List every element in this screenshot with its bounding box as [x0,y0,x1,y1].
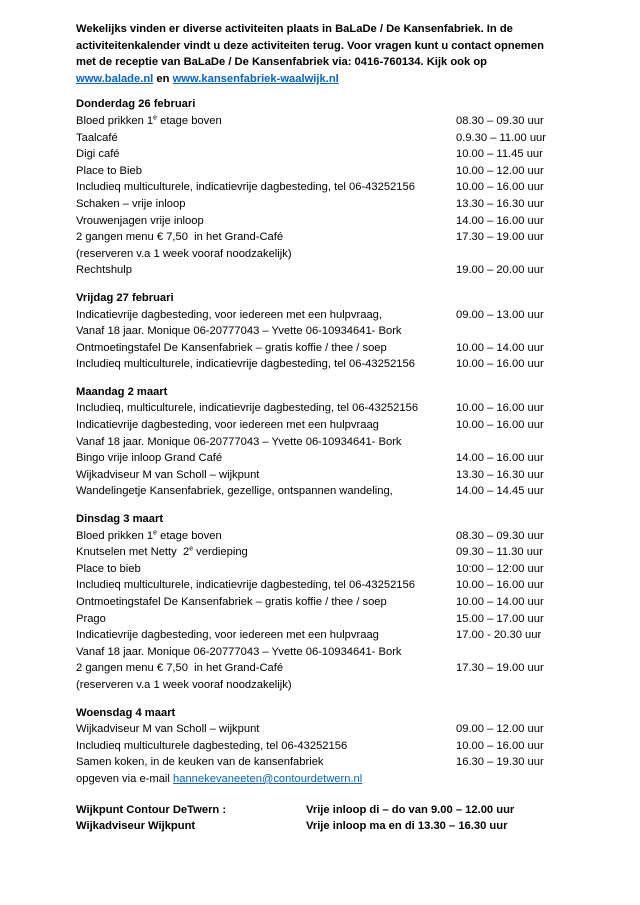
activity-label: (reserveren v.a 1 week vooraf noodzakelijk) [76,247,292,260]
activity-label: Taalcafé [76,131,118,144]
activity-row [76,356,576,373]
day-block [76,384,576,500]
activity-label: (reserveren v.a 1 week vooraf noodzakelijk) [76,678,292,691]
activity-label-text: Bloed prikken 1 [76,114,154,127]
activity-label: Includieq multiculturele dagbesteding, tel 06-43252156 [76,739,348,752]
day-title: Vrijdag 27 februari [76,291,174,304]
activity-label: Place to bieb [76,562,141,575]
activity-label: Samen koken, in de keuken van de kansenfabriek [76,756,324,769]
document-content [76,21,576,835]
activity-row [76,544,576,561]
balade-website-link[interactable]: www.balade.nl [76,72,154,85]
activity-label: Prago [76,612,106,625]
footer-row [76,802,576,819]
day-block [76,705,576,788]
activity-label-text-post: etage boven [156,529,222,542]
intro-text-before: Wekelijks vinden er diverse activiteiten plaats in BaLaDe / De Kansenfabriek. In de activiteitenkalender vindt u deze activiteiten terug. Voor vragen kunt u contact opnemen met de receptie van BaLaDe / De Kansenfabriek via: 0416-760134. Kijk ook op [76,23,544,69]
activity-time: 10:00 – 12:00 uur [456,562,544,575]
activity-label: Wijkadviseur M van Scholl – wijkpunt [76,468,260,481]
activity-time: 09.00 – 12.00 uur [456,723,544,736]
day-block [76,96,576,279]
activity-label: Wijkadviseur M van Scholl – wijkpunt [76,723,260,736]
activity-time: 08.30 – 09.30 uur [456,114,544,127]
footer-hours: Vrije inloop di – do van 9.00 – 12.00 uur [306,803,515,816]
activity-label: Vanaf 18 jaar. Monique 06-20777043 – Yvette 06-10934641- Bork [76,435,402,448]
footer-label: Wijkadviseur Wijkpunt [76,820,196,833]
activity-row [76,146,576,163]
activity-label [76,771,576,788]
activity-time: 0.9.30 – 11.00 uur [456,131,546,144]
activity-label: Includieq multiculturele, indicatievrije dagbesteding, tel 06-43252156 [76,579,415,592]
activity-time: 10.00 – 11.45 uur [456,148,543,161]
activity-label: Indicatievrije dagbesteding, voor iedereen met een hulpvraag, [76,308,382,321]
activity-row [76,163,576,180]
activity-time: 14.00 – 16.00 uur [456,452,544,465]
day-block [76,511,576,694]
activity-time: 19.00 – 20.00 uur [456,264,544,277]
activity-row [76,561,576,578]
activity-row [76,577,576,594]
activity-label: Includieq, multiculturele, indicatievrije dagbesteding, tel 06-43252156 [76,402,419,415]
activity-label-text-post: verdieping [193,546,248,559]
activity-label: Vanaf 18 jaar. Monique 06-20777043 – Yvette 06-10934641- Bork [76,325,402,338]
activity-row [76,213,576,230]
email-link[interactable]: hannekevaneeten@contourdetwern.nl [173,772,363,785]
activity-time: 08.30 – 09.30 uur [456,529,544,542]
activity-time: 16.30 – 19.30 uur [456,756,544,769]
activity-row [76,754,576,771]
day-title: Donderdag 26 februari [76,98,196,111]
activity-row [76,528,576,545]
footer-row [76,818,576,835]
activity-row [76,677,576,694]
intro-text-between: en [153,72,173,85]
activity-row [76,323,576,340]
activity-row [76,246,576,263]
activity-label: Includieq multiculturele, indicatievrije dagbesteding, tel 06-43252156 [76,181,415,194]
activity-label: Place to Bieb [76,164,142,177]
activity-time: 10.00 – 16.00 uur [456,739,544,752]
activity-label: Wandelingetje Kansenfabriek, gezellige, ontspannen wandeling, [76,485,393,498]
activity-label: Includieq multiculturele, indicatievrije dagbesteding, tel 06-43252156 [76,358,415,371]
activity-time: 14.00 – 16.00 uur [456,214,544,227]
activity-time: 09.00 – 13.00 uur [456,308,544,321]
activity-row [76,738,576,755]
activity-row [76,483,576,500]
activity-row [76,113,576,130]
ordinal-superscript: e [153,114,157,122]
day-title: Maandag 2 maart [76,385,168,398]
activity-time: 10.00 – 16.00 uur [456,402,544,415]
activity-label-text-post: etage boven [156,114,222,127]
activity-time: 10.00 – 14.00 uur [456,596,544,608]
activity-row [76,400,576,417]
activity-label: Vrouwenjagen vrije inloop [76,214,204,227]
activity-label-text: Bloed prikken 1 [76,529,154,542]
ordinal-superscript: e [153,528,157,536]
activity-row [76,229,576,246]
activity-row [76,467,576,484]
activity-time: 10.00 – 16.00 uur [456,358,544,371]
activity-row [76,771,576,788]
activity-row [76,627,576,644]
activity-time: 15.00 – 17.00 uur [456,612,544,625]
activity-row [76,644,576,661]
activity-row [76,611,576,628]
day-title: Dinsdag 3 maart [76,513,164,526]
activity-label: Rechtshulp [76,264,132,277]
activity-row [76,307,576,324]
activity-row [76,130,576,147]
activity-row [76,450,576,467]
activity-row [76,434,576,451]
activity-label: Indicatievrije dagbesteding, voor iedereen met een hulpvraag [76,419,379,432]
ordinal-superscript: e [189,545,194,553]
activity-time: 17.00 - 20.30 uur [456,629,542,642]
activity-row [76,262,576,279]
activity-label: Ontmoetingstafel De Kansenfabriek – gratis koffie / thee / soep [76,341,387,354]
activity-time: 10.00 – 16.00 uur [456,419,544,432]
activity-row [76,594,576,611]
footer-label: Wijkpunt Contour DeTwern : [76,803,227,816]
kansenfabriek-website-link[interactable]: www.kansenfabriek-waalwijk.nl [172,72,339,85]
activity-time: 10.00 – 16.00 uur [456,579,544,592]
activity-time: 10.00 – 12.00 uur [456,164,544,177]
day-block [76,290,576,373]
day-title: Woensdag 4 maart [76,706,176,719]
footer-hours: Vrije inloop ma en di 13.30 – 16.30 uur [306,820,508,833]
activity-label: 2 gangen menu € 7,50 in het Grand-Café [76,662,284,675]
intro-paragraph [76,21,546,87]
activity-label: Vanaf 18 jaar. Monique 06-20777043 – Yvette 06-10934641- Bork [76,645,402,658]
activity-label: Indicatievrije dagbesteding, voor iedereen met een hulpvraag [76,629,379,642]
activity-row [76,417,576,434]
activity-time: 09.30 – 11.30 uur [456,546,543,559]
activity-row [76,340,576,357]
activity-row [76,196,576,213]
activity-time: 17.30 – 19.00 uur [456,231,544,244]
activity-label: Digi café [76,148,120,161]
activity-label: Bingo vrije inloop Grand Café [76,452,223,465]
activity-label: Ontmoetingstafel De Kansenfabriek – gratis koffie / thee / soep [76,596,387,608]
day-blocks-container [76,96,576,787]
activity-row [76,179,576,196]
activity-time: 13.30 – 16.30 uur [456,197,544,210]
activity-time: 13.30 – 16.30 uur [456,468,544,481]
activity-label-text: Knutselen met Netty 2 [76,546,190,559]
footer-block [76,802,576,835]
activity-time: 14.00 – 14.45 uur [456,485,544,498]
activity-time: 10.00 – 16.00 uur [456,181,544,194]
activity-time: 10.00 – 14.00 uur [456,341,544,354]
activity-label: Schaken – vrije inloop [76,197,186,210]
activity-label: 2 gangen menu € 7,50 in het Grand-Café [76,231,284,244]
activity-row [76,660,576,677]
activity-label-text: opgeven via e-mail [76,772,174,785]
activity-time: 17.30 – 19.00 uur [456,662,544,675]
activity-row [76,721,576,738]
